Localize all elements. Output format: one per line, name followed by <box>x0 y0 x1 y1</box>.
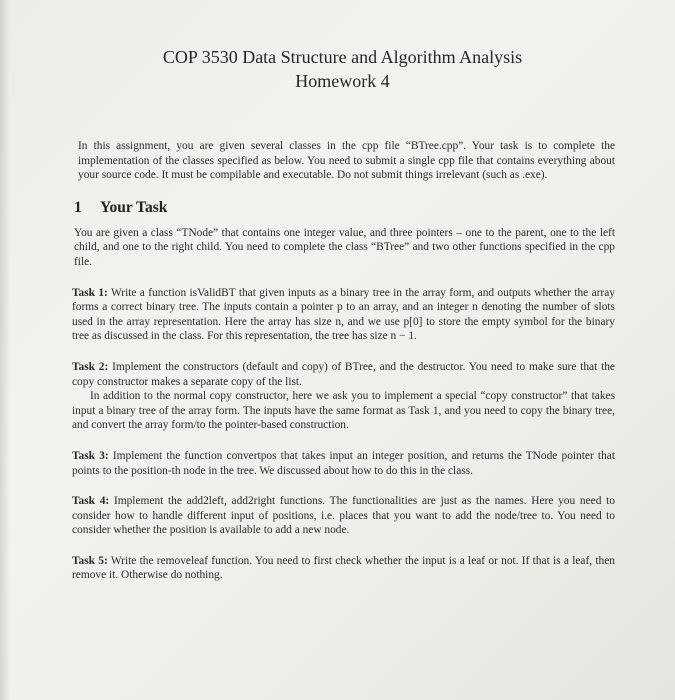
page-shadow <box>0 0 10 700</box>
task-3-paragraph <box>72 449 615 478</box>
section-title: Your Task <box>100 198 168 216</box>
task-4-text: Implement the add2left, add2right functions. The functionalities are just as the names. Here you need to consider how to handle different input of positions, i.e. places that you want to add the node/tree to. You need to consider whether the position is available to add a new node. <box>72 495 615 537</box>
task-1-paragraph <box>72 286 615 344</box>
course-title: COP 3530 Data Structure and Algorithm Analysis <box>162 47 523 67</box>
task-1 <box>60 286 615 344</box>
task-3-text: Implement the function convertpos that takes input an integer position, and returns the TNode pointer that points to the position-th node in the tree. We discussed about how to do this in the class. <box>72 449 615 477</box>
task-3 <box>60 449 615 478</box>
task-5-text: Write the removeleaf function. You need to first check whether the input is a leaf or not. If that is a leaf, then remove it. Otherwise do nothing. <box>72 554 615 582</box>
task-2-paragraph-2: In addition to the normal copy constructor, here we ask you to implement a special “copy constructor” that takes input a binary tree of the array form. The inputs have the same format as Task 1, and you need to copy the binary tree, and convert the array form/to the pointer-based construction. <box>72 390 615 432</box>
title-block <box>70 45 615 93</box>
task-1-text: Write a function isValidBT that given inputs as a binary tree in the array form, and outputs whether the array forms a correct binary tree. The inputs contain a pointer p to an array, and an integer n denoting the number of slots used in the array representation. Here the array has size n, and we use p[0] to store the empty symbol for the binary tree as discussed in the class. For this representation, the tree has size n − 1. <box>72 286 615 343</box>
task-2-label: Task 2: <box>72 360 109 373</box>
task-5-paragraph <box>72 554 615 583</box>
section-heading <box>74 199 615 217</box>
task-4-label: Task 4: <box>72 495 110 508</box>
section-paragraph: You are given a class “TNode” that contains one integer value, and three pointers – one to the parent, one to the left child, and one to the right child. You need to complete the class “BTree” and two other functions specified in the cpp file. <box>74 226 615 268</box>
intro-paragraph: In this assignment, you are given several classes in the cpp file “BTree.cpp”. Your task is to complete the implementation of the classes specified as below. You need to submit a single cpp file that contains everything about your source code. It must be compilable and executable. Do not submit things irrelevant (such as .exe). <box>78 140 615 182</box>
task-1-label: Task 1: <box>72 286 108 299</box>
task-3-label: Task 3: <box>72 449 109 462</box>
task-4 <box>60 494 615 538</box>
task-2-paragraph <box>72 360 615 389</box>
task-2-text: Implement the constructors (default and copy) of BTree, and the destructor. You need to make sure that the copy constructor makes a separate copy of the list. <box>72 360 615 388</box>
task-2 <box>60 360 615 433</box>
task-5 <box>60 554 615 583</box>
section-number: 1 <box>74 198 82 216</box>
document-content <box>60 45 615 583</box>
task-5-label: Task 5: <box>72 554 108 567</box>
task-4-paragraph <box>72 494 615 538</box>
homework-title: Homework 4 <box>295 71 390 91</box>
